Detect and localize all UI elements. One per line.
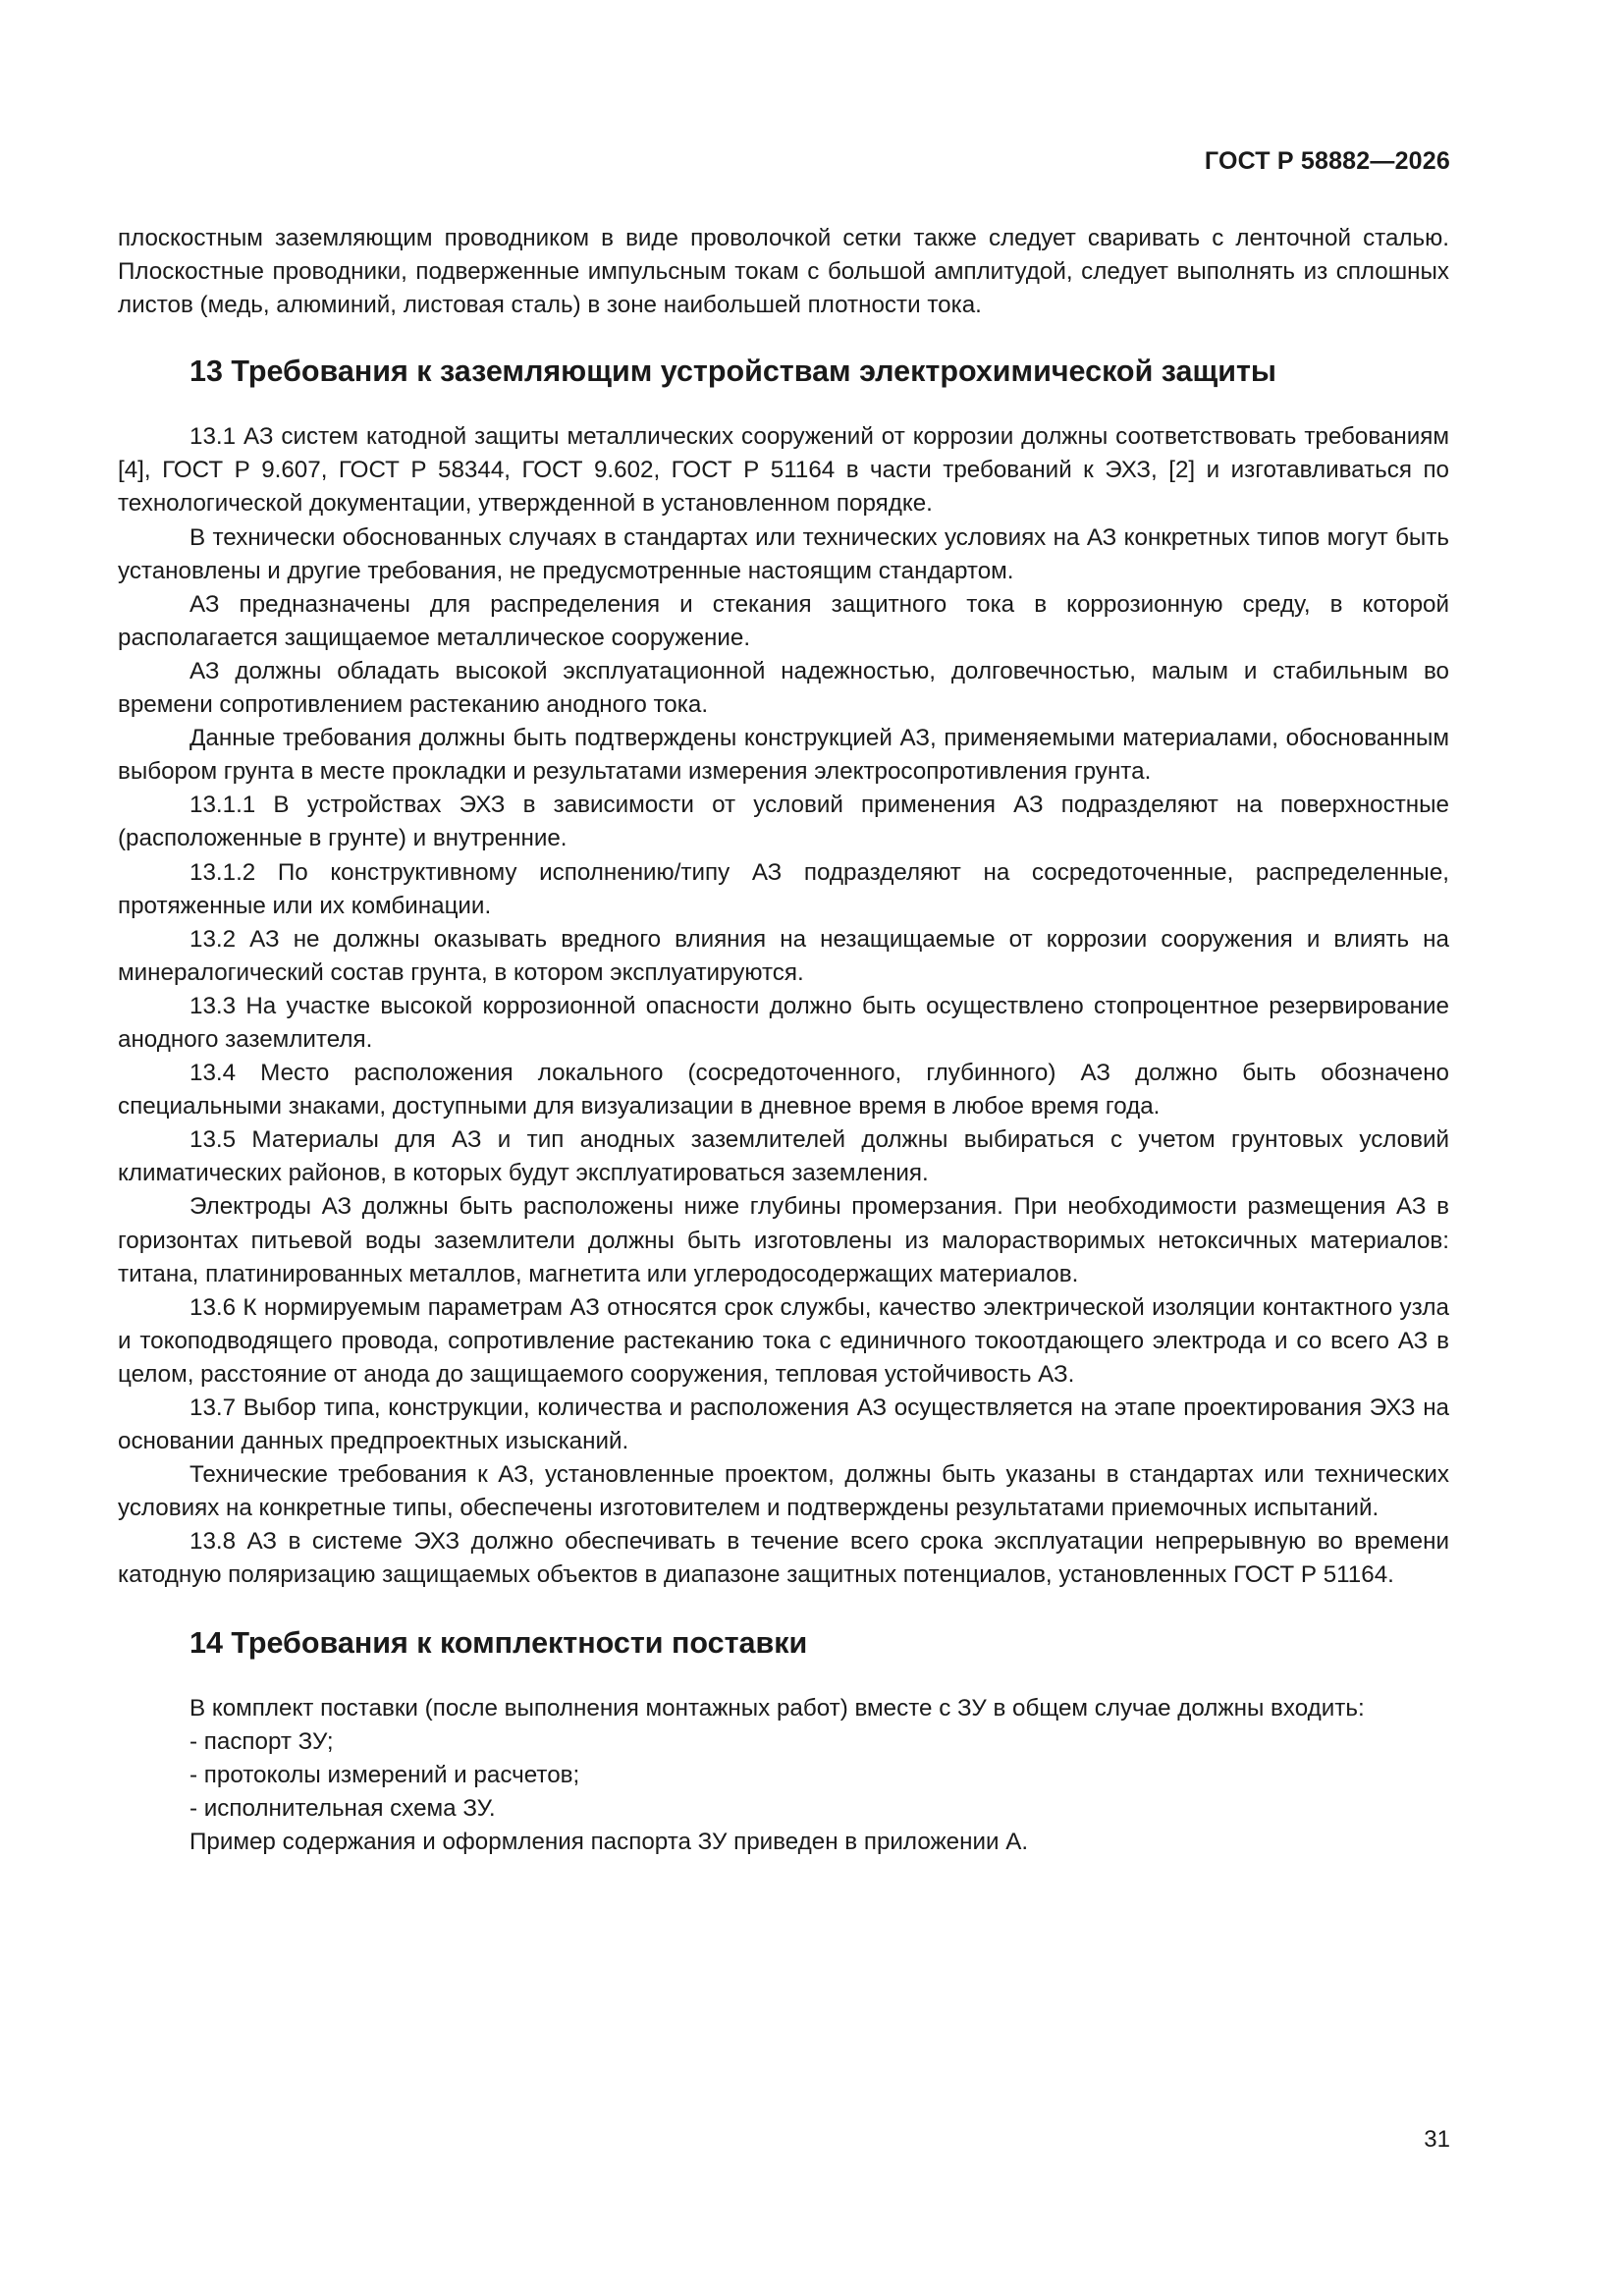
appendix-reference-paragraph: Пример содержания и оформления паспорта ЗУ приведен в приложении А. <box>189 1828 1029 1855</box>
paragraph-13-1-2: 13.1.2 По конструктивному исполнению/типу АЗ подразделяют на сосредоточенные, распределенные, протяженные или их комбинации. <box>118 858 1449 919</box>
paragraph-13-5: 13.5 Материалы для АЗ и тип анодных заземлителей должны выбираться с учетом грунтовых условий климатических районов, в которых будут эксплуатироваться заземления. <box>118 1126 1449 1187</box>
section-13-heading: 13 Требования к заземляющим устройствам электрохимической защиты <box>189 355 1276 389</box>
paragraph-13-2: 13.2 АЗ не должны оказывать вредного влияния на незащищаемые от коррозии сооружения и влиять на минералогический состав грунта, в котором эксплуатируются. <box>118 925 1449 986</box>
paragraph-13-1-reliability: АЗ должны обладать высокой эксплуатационной надежностью, долговечностью, малым и стабильным во времени сопротивлением растеканию анодного тока. <box>118 657 1449 719</box>
paragraph-13-8: 13.8 АЗ в системе ЭХЗ должно обеспечивать в течение всего срока эксплуатации непрерывную во времени катодную поляризацию защищаемых объектов в диапазоне защитных потенциалов, установленных ГОСТ Р 51164. <box>118 1528 1449 1589</box>
paragraph-13-6: 13.6 К нормируемым параметрам АЗ относятся срок службы, качество электрической изоляции контактного узла и токоподводящего провода, сопротивление растеканию тока с единичного токоотдающего электрода и со всего АЗ в целом, расстояние от анода до защищаемого сооружения, тепловая устойчивость АЗ. <box>118 1293 1449 1388</box>
paragraph-13-1-purpose: АЗ предназначены для распределения и стекания защитного тока в коррозионную среду, в которой располагается защищаемое металлическое сооружение. <box>118 590 1449 651</box>
paragraph-13-5-electrodes: Электроды АЗ должны быть расположены ниже глубины промерзания. При необходимости размещения АЗ в горизонтах питьевой воды заземлители должны быть изготовлены из малорастворимых нетоксичных материалов: титана, платинированных металлов, магнетита или углеродосодержащих материалов. <box>118 1193 1449 1287</box>
paragraph-13-1-confirmation: Данные требования должны быть подтверждены конструкцией АЗ, применяемыми материалами, обоснованным выбором грунта в месте прокладки и результатами измерения электросопротивления грунта. <box>118 725 1449 786</box>
section-14-body <box>118 1692 1449 1859</box>
page-number: 31 <box>1424 2126 1450 2153</box>
paragraph-13-1-special-cases: В технически обоснованных случаях в стандартах или технических условиях на АЗ конкретных типов могут быть установлены и другие требования, не предусмотренные настоящим стандартом. <box>118 523 1449 584</box>
document-code-header: ГОСТ Р 58882—2026 <box>1204 147 1450 175</box>
delivery-intro-paragraph: В комплект поставки (после выполнения монтажных работ) вместе с ЗУ в общем случае должны входить: <box>189 1694 1365 1722</box>
page-content <box>118 222 1449 1859</box>
paragraph-13-4: 13.4 Место расположения локального (сосредоточенного, глубинного) АЗ должно быть обозначено специальными знаками, доступными для визуализации в дневное время в любое время года. <box>118 1060 1449 1121</box>
paragraph-13-3: 13.3 На участке высокой коррозионной опасности должно быть осуществлено стопроцентное резервирование анодного заземлителя. <box>118 992 1449 1053</box>
paragraph-13-1-1: 13.1.1 В устройствах ЭХЗ в зависимости от условий применения АЗ подразделяют на поверхностные (расположенные в грунте) и внутренние. <box>118 792 1449 852</box>
list-item: - паспорт ЗУ; <box>189 1727 334 1755</box>
section-13-body <box>118 420 1449 1592</box>
paragraph-13-1: 13.1 АЗ систем катодной защиты металлических сооружений от коррозии должны соответствовать требованиям [4], ГОСТ Р 9.607, ГОСТ Р 58344, ГОСТ 9.602, ГОСТ Р 51164 в части требований к ЭХЗ, [2] и изготавливаться по технологической документации, утвержденной в установленном порядке. <box>118 423 1449 518</box>
paragraph-13-7: 13.7 Выбор типа, конструкции, количества и расположения АЗ осуществляется на этапе проектирования ЭХЗ на основании данных предпроектных изысканий. <box>118 1394 1449 1455</box>
section-14-heading: 14 Требования к комплектности поставки <box>189 1625 808 1660</box>
list-item: - исполнительная схема ЗУ. <box>189 1794 496 1822</box>
list-item: - протоколы измерений и расчетов; <box>189 1761 580 1788</box>
paragraph-13-7-requirements: Технические требования к АЗ, установленные проектом, должны быть указаны в стандартах или технических условиях на конкретные типы, обеспечены изготовителем и подтверждены результатами приемочных испытаний. <box>118 1461 1449 1522</box>
continuation-paragraph: плоскостным заземляющим проводником в виде проволочкой сетки также следует сваривать с ленточной сталью. Плоскостные проводники, подверженные импульсным токам с большой амплитудой, следует выполнять из сплошных листов (медь, алюминий, листовая сталь) в зоне наибольшей плотности тока. <box>118 225 1449 319</box>
